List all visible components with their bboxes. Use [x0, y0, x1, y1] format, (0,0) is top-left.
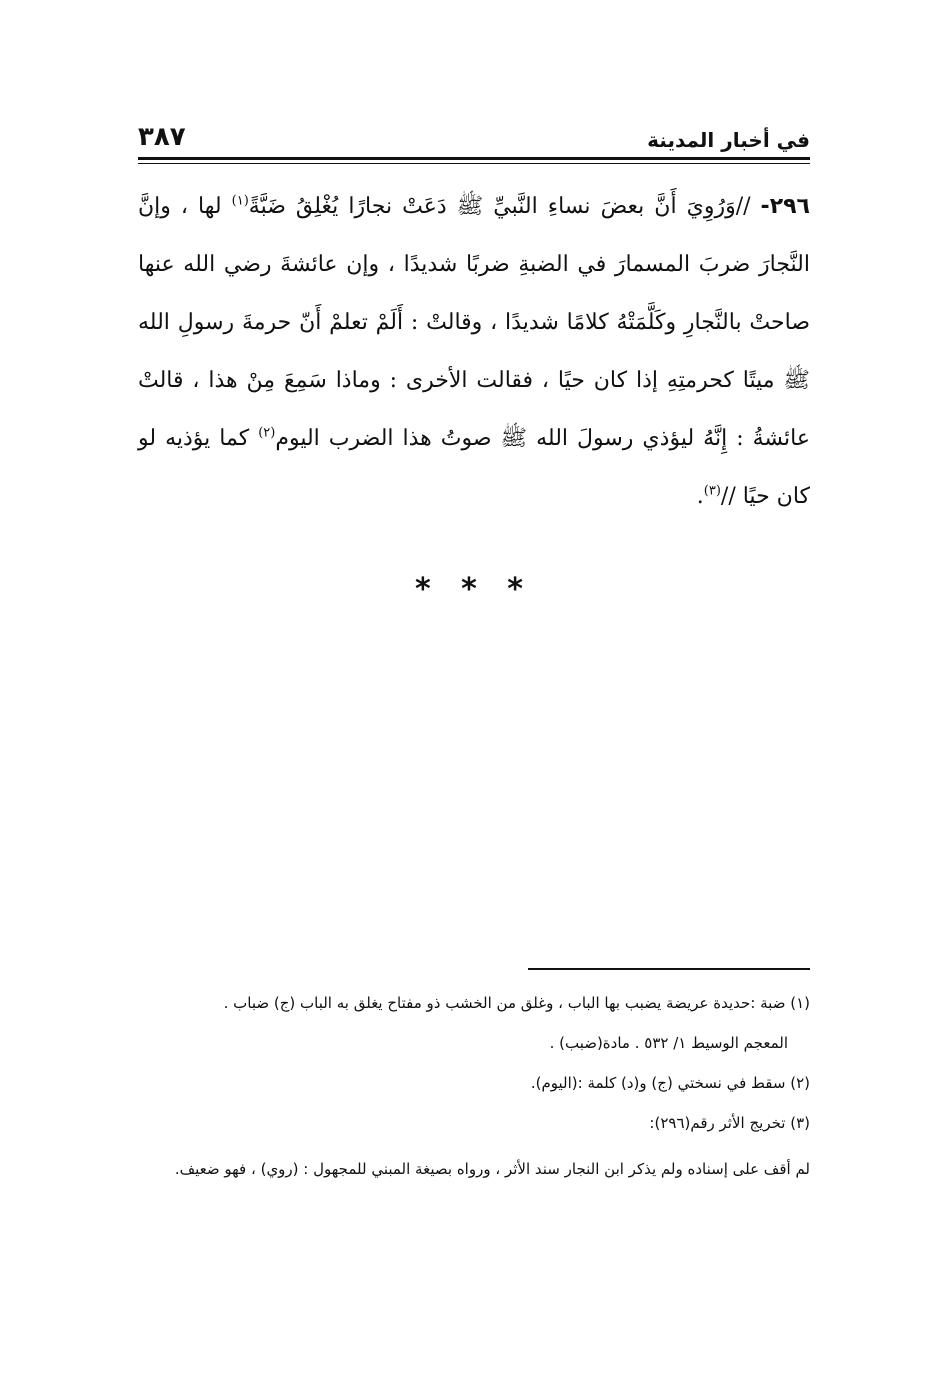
- entry-number: ٢٩٦-: [760, 194, 810, 219]
- footnote-1-line-1: (١) ضبة :حديدة عريضة يضبب بها الباب ، وغلق من الخشب ذو مفتاح يغلق به الباب (ج) ضباب .: [223, 994, 810, 1012]
- footnote-3-body: لم أقف على إسناده ولم يذكر ابن النجار سند الأثر ، ورواه بصيغة المبني للمجهول : (روي) ، فهو ضعيف.: [174, 1160, 810, 1178]
- header-rule-thick: [138, 157, 810, 160]
- footnote-ref-1: (١): [231, 193, 249, 209]
- running-title: في أخبار المدينة: [647, 128, 810, 152]
- header-rule-thin: [138, 163, 810, 164]
- footnotes: [138, 992, 810, 1220]
- footnote-rule: [528, 968, 810, 970]
- running-head: [138, 118, 810, 158]
- footnote-ref-3: (٣): [703, 483, 721, 499]
- footnote-3-title: (٣) تخريج الأثر رقم(٢٩٦):: [649, 1114, 810, 1132]
- entry-text-part1: //وَرُوِيَ أَنَّ بعضَ نساءِ النَّبيِّ ﷺ دَعَتْ نجارًا يُغْلِقُ ضَبَّةً: [248, 194, 761, 219]
- footnote-1-line-2: المعجم الوسيط ١/ ٥٣٢ . مادة(ضبب) .: [549, 1034, 788, 1052]
- entry-paragraph: [138, 178, 810, 526]
- footnote-2: (٢) سقط في نسختي (ج) و(د) كلمة :(اليوم).: [530, 1074, 810, 1092]
- entry-text-part3: كما يؤذيه لو كان حيًا //: [138, 426, 810, 509]
- section-separator: * * *: [415, 572, 533, 607]
- page-number: ٣٨٧: [138, 122, 186, 152]
- footnote-ref-2: (٢): [258, 425, 276, 441]
- entry-text-part2: لها ، وإنَّ النَّجارَ ضربَ المسمارَ في الضبةِ ضربًا شديدًا ، وإن عائشةَ رضي الله عنها صاحتْ بالنَّجارِ وكَلَّمَتْهُ كلامًا شديدًا ، وقالتْ : أَلَمْ تعلمْ أَنّ حرمةَ رسولِ الله ﷺ ميتًا كحرمتِهِ إذا كان حيًا ، فقالت الأخرى : وماذا سَمِعَ مِنْ هذا ، قالتْ عائشةُ : إِنَّهُ ليؤذي رسولَ الله ﷺ صوتُ هذا الضرب اليوم: [138, 194, 810, 451]
- entry-text-end: .: [696, 484, 704, 509]
